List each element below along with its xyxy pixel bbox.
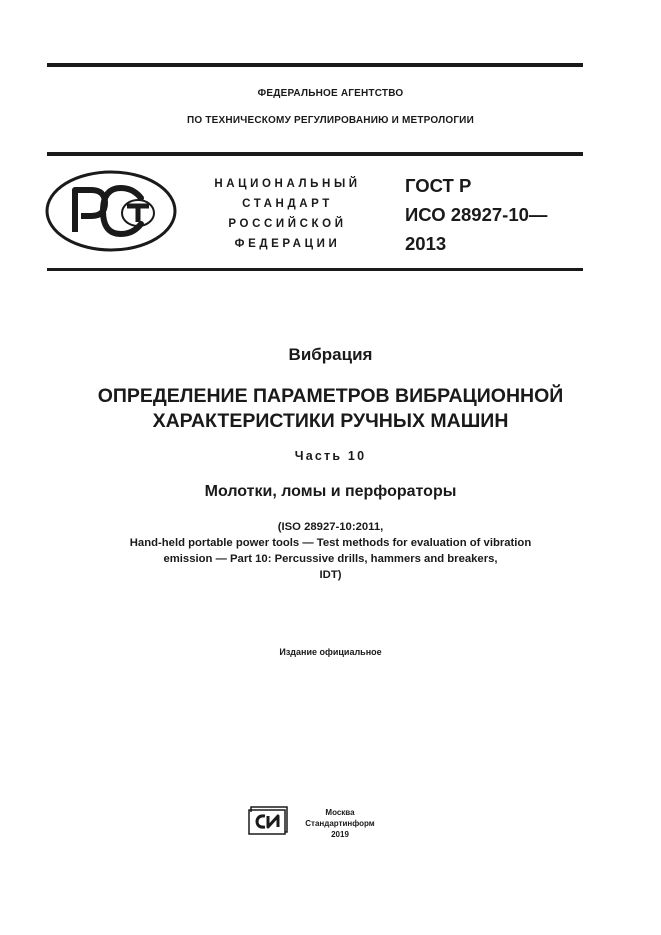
iso-ref-line-2: Hand-held portable power tools — Test methods for evaluation of vibration [129,537,532,549]
designation-line-1: ГОСТ Р [405,175,472,196]
iso-ref-line-1: (ISO 28927-10:2011, [277,521,384,533]
top-rule [47,63,583,67]
standard-type-line-2: СТАНДАРТ [242,198,333,210]
publisher-city: Москва [325,808,355,817]
designation-line-2: ИСО 28927-10— [405,204,548,225]
main-title-line-2: ХАРАКТЕРИСТИКИ РУЧНЫХ МАШИН [152,410,509,432]
publisher-year: 2019 [331,830,349,839]
edition-label: Издание официальное [279,647,382,657]
part-number: Часть 10 [294,449,367,463]
standartinform-logo-icon [248,806,288,836]
block-bottom-rule [47,268,583,271]
agency-line-2: ПО ТЕХНИЧЕСКОМУ РЕГУЛИРОВАНИЮ И МЕТРОЛОГИИ [187,115,474,126]
agency-line-1: ФЕДЕРАЛЬНОЕ АГЕНТСТВО [257,88,404,99]
standard-type-line-4: ФЕДЕРАЦИИ [234,238,341,250]
standard-type-line-1: НАЦИОНАЛЬНЫЙ [214,178,361,190]
main-title-line-1: ОПРЕДЕЛЕНИЕ ПАРАМЕТРОВ ВИБРАЦИОННОЙ [97,385,564,407]
block-top-rule [47,152,583,156]
designation-line-3: 2013 [405,233,447,254]
iso-ref-line-4: IDT) [319,569,342,581]
standard-type-line-3: РОССИЙСКОЙ [228,218,347,230]
topic-title: Вибрация [288,345,373,364]
rst-gost-logo-icon [45,170,177,252]
iso-ref-line-3: emission — Part 10: Percussive drills, hammers and breakers, [163,553,498,565]
part-subtitle: Молотки, ломы и перфораторы [204,483,457,500]
publisher-name: Стандартинформ [305,819,375,828]
